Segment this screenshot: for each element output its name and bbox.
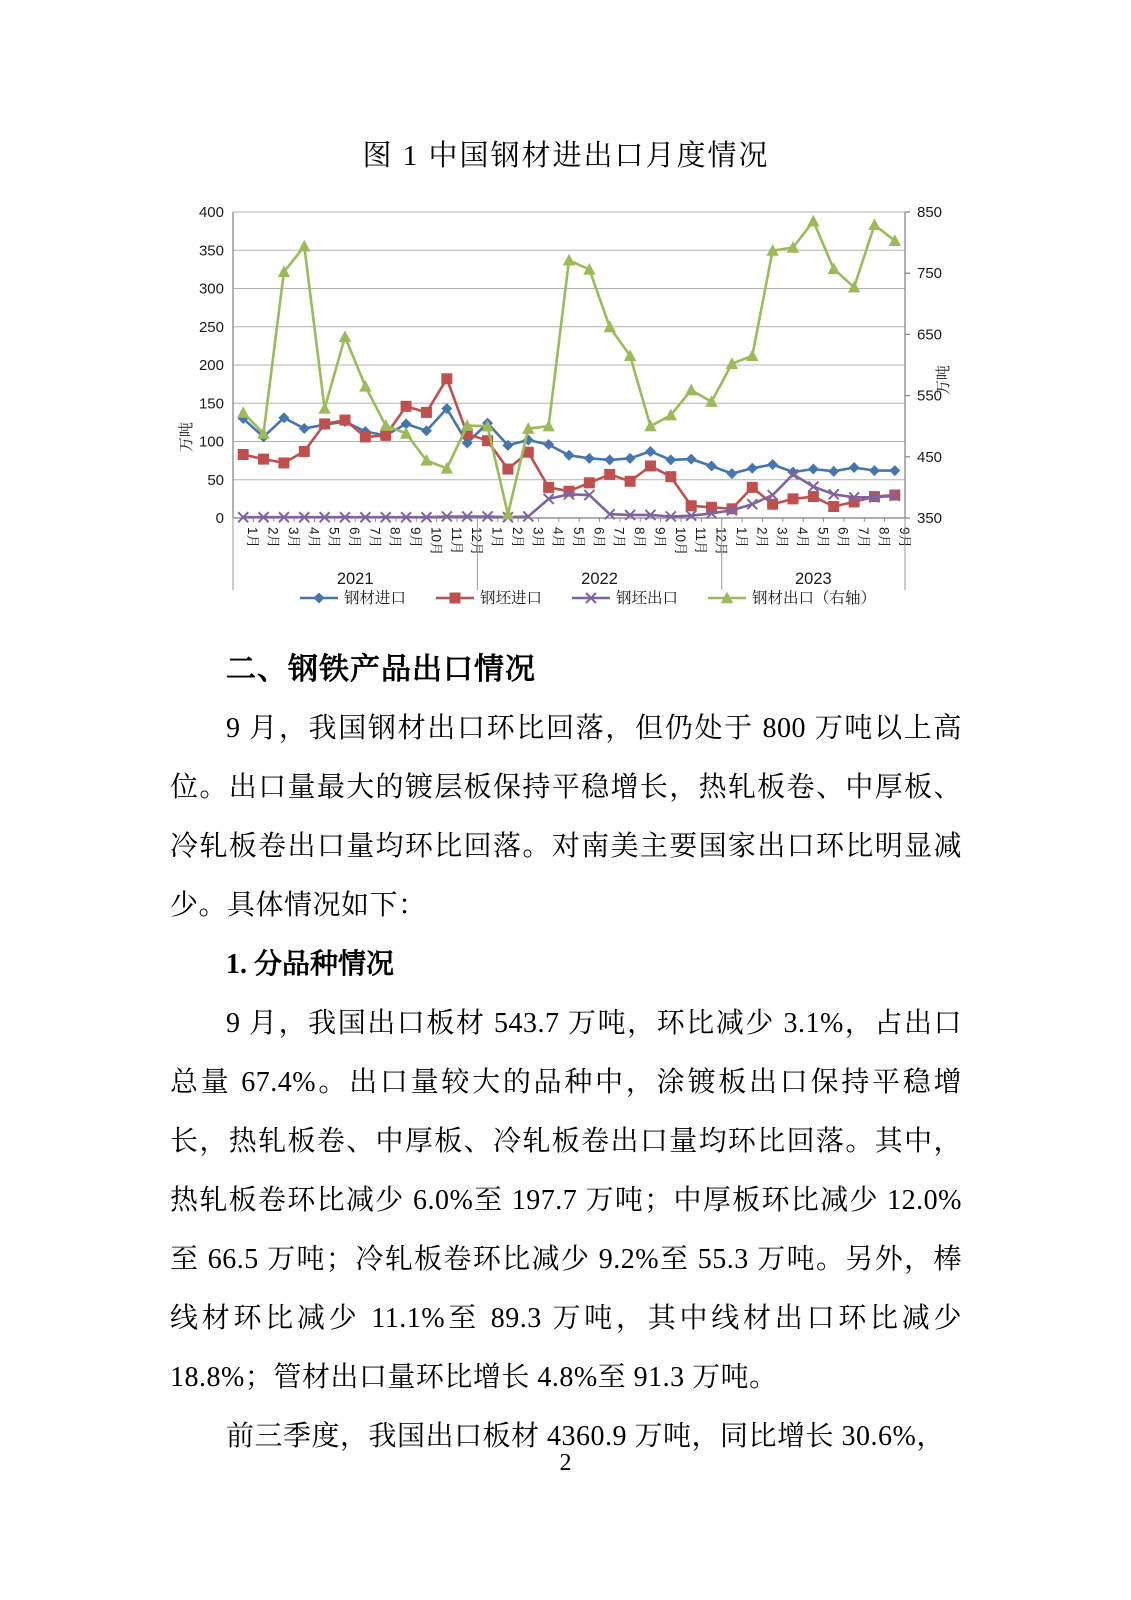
svg-text:10月: 10月 [672, 527, 688, 556]
svg-text:300: 300 [198, 280, 224, 298]
svg-text:100: 100 [198, 433, 224, 451]
svg-text:850: 850 [917, 204, 943, 221]
svg-text:2月: 2月 [265, 527, 281, 549]
svg-text:1月: 1月 [489, 527, 505, 549]
svg-text:1月: 1月 [733, 527, 749, 549]
right-axis-title: 万吨 [935, 364, 952, 396]
svg-text:650: 650 [917, 326, 943, 344]
svg-text:3月: 3月 [774, 527, 790, 549]
svg-text:1月: 1月 [245, 527, 261, 549]
svg-text:11月: 11月 [448, 527, 464, 555]
svg-text:钢材出口（右轴）: 钢材出口（右轴） [752, 590, 877, 607]
svg-text:750: 750 [917, 265, 943, 283]
svg-text:7月: 7月 [367, 527, 383, 549]
svg-text:9月: 9月 [652, 527, 668, 549]
paragraph-first-three-quarters: 前三季度，我国出口板材 4360.9 万吨，同比增长 30.6%， [226, 1421, 945, 1452]
legend-item-钢坯出口 [572, 589, 678, 607]
svg-text:钢坯出口: 钢坯出口 [616, 590, 679, 607]
svg-text:400: 400 [198, 204, 224, 221]
svg-text:4月: 4月 [550, 527, 566, 549]
svg-text:200: 200 [198, 357, 224, 374]
section-heading: 二、钢铁产品出口情况 [226, 653, 536, 686]
legend-item-钢坯进口 [436, 589, 542, 607]
svg-text:6月: 6月 [835, 527, 851, 549]
svg-text:2021: 2021 [336, 570, 374, 588]
chart-legend [300, 589, 876, 607]
svg-text:12月: 12月 [469, 527, 485, 556]
svg-text:2022: 2022 [581, 570, 618, 588]
svg-text:6月: 6月 [591, 527, 607, 549]
svg-text:3月: 3月 [285, 527, 301, 549]
svg-text:10月: 10月 [428, 527, 444, 556]
svg-text:350: 350 [198, 242, 224, 260]
svg-text:7月: 7月 [856, 527, 872, 549]
svg-text:5月: 5月 [571, 527, 586, 549]
legend-item-钢材进口 [300, 589, 406, 607]
legend-item-钢材出口（右轴） [708, 589, 876, 607]
svg-text:钢坯进口: 钢坯进口 [480, 590, 543, 607]
svg-text:550: 550 [917, 387, 943, 405]
svg-text:12月: 12月 [713, 527, 729, 556]
svg-text:0: 0 [215, 510, 224, 527]
svg-text:2月: 2月 [754, 527, 770, 549]
svg-text:250: 250 [198, 318, 224, 336]
svg-text:350: 350 [917, 510, 943, 527]
left-axis [199, 204, 224, 527]
document-text [170, 640, 962, 1466]
svg-text:50: 50 [207, 471, 224, 489]
svg-text:7月: 7月 [611, 527, 627, 549]
svg-text:11月: 11月 [693, 527, 709, 555]
svg-text:2023: 2023 [795, 570, 832, 588]
figure-title: 图 1 中国钢材进出口月度情况 [362, 140, 770, 172]
subsection-heading: 1. 分品种情况 [226, 949, 395, 980]
svg-text:450: 450 [917, 448, 943, 466]
svg-text:8月: 8月 [387, 527, 403, 549]
paragraph-export-overview: 9 月，我国钢材出口环比回落，但仍处于 800 万吨以上高位。出口量最大的镀层板保持平稳增长，热轧板卷、中厚板、冷轧板卷出口量均环比回落。对南美主要国家出口环比明显减少。具体情况如下： [170, 713, 962, 921]
svg-text:3月: 3月 [530, 527, 546, 549]
series-钢材出口（右轴） [237, 215, 901, 520]
svg-text:钢材进口: 钢材进口 [344, 590, 407, 607]
svg-text:4月: 4月 [306, 527, 322, 549]
svg-text:9月: 9月 [408, 527, 424, 549]
line-chart [148, 182, 988, 627]
svg-text:5月: 5月 [326, 527, 342, 549]
svg-text:6月: 6月 [347, 527, 362, 549]
left-axis-title: 万吨 [178, 421, 195, 453]
svg-text:5月: 5月 [815, 527, 831, 549]
svg-text:9月: 9月 [896, 527, 912, 549]
svg-text:4月: 4月 [795, 527, 810, 549]
page-number: 2 [559, 1450, 572, 1476]
svg-text:8月: 8月 [876, 527, 892, 549]
paragraph-by-variety: 9 月，我国出口板材 543.7 万吨，环比减少 3.1%，占出口总量 67.4%。出口量较大的品种中，涂镀板出口保持平稳增长，热轧板卷、中厚板、冷轧板卷出口量均环比回落。其中，热轧板卷环比减少 6.0%至 197.7 万吨；中厚板环比减少 12.0%至 66.5 万吨；冷轧板卷环比减少 9.2%至 55.3 万吨。另外，棒线材环比减少 11.1%至 89.3 万吨，其中线材出口环比减少 18.8%；管材出口量环比增长 4.8%至 91.3 万吨。 [170, 1008, 962, 1393]
month-labels [233, 518, 912, 556]
svg-text:8月: 8月 [632, 527, 648, 549]
svg-text:150: 150 [198, 395, 224, 413]
svg-text:2月: 2月 [509, 527, 525, 549]
